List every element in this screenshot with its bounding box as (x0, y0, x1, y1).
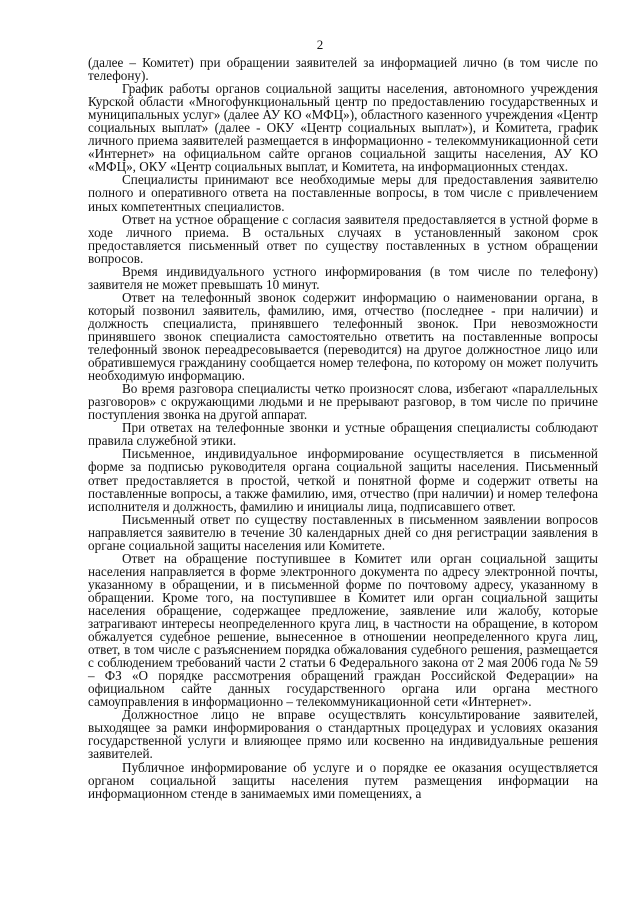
paragraph-oral-time-limit: Время индивидуального устного информирования (в том числе по телефону) заявителя не может превышать 10 минут. (88, 263, 598, 292)
paragraph-conversation-rules: Во время разговора специалисты четко произносят слова, избегают «параллельных разговоров» с окружающими людьми и не прерывают разговор, в том числе по причине поступления звонка на другой аппарат. (88, 381, 598, 423)
paragraph-service-ethics: При ответах на телефонные звонки и устные обращения специалисты соблюдают правила служебной этики. (88, 420, 598, 449)
paragraph-public-informing: Публичное информирование об услуге и о порядке ее оказания осуществляется органом социальной защиты населения путем размещения информации на информационном стенде в занимаемых ими помещениях, а (88, 759, 598, 801)
paragraph-phone-response: Ответ на телефонный звонок содержит информацию о наименовании органа, в который позвонил заявитель, фамилию, имя, отчество (последнее - при наличии) и должность специалиста, принявшего телефонный звонок. При невозможности принявшего звонок специалиста самостоятельно ответить на поставленные вопросы телефонный звонок переадресовывается (переводится) на другое должностное лицо или обратившемуся гражданину сообщается номер телефона, по которому он может получить необходимую информацию. (88, 289, 598, 384)
paragraph-oral-response: Ответ на устное обращение с согласия заявителя предоставляется в устной форме в ходе личного приема. В остальных случаях в установленный законом срок предоставляется письменный ответ по существу поставленных в устном обращении вопросов. (88, 211, 598, 266)
paragraph-continuation: (далее – Комитет) при обращении заявителей за информацией лично (в том числе по телефону). (88, 55, 598, 84)
paragraph-official-restrictions: Должностное лицо не вправе осуществлять консультирование заявителей, выходящее за рамки информирования о стандартных процедурах и условиях оказания государственной услуги и влияющее прямо или косвенно на индивидуальные решения заявителей. (88, 707, 598, 762)
paragraph-work-schedule: График работы органов социальной защиты населения, автономного учреждения Курской области «Многофункциональный центр по предоставлению государственных и муниципальных услуг» (далее АУ КО «МФЦ»), областного казенного учреждения «Центр социальных выплат» (далее - ОКУ «Центр социальных выплат»), и Комитета, график личного приема заявителей размещается в информационно - телекоммуникационной сети «Интернет» на официальном сайте органов социальной защиты населения, АУ КО «МФЦ», ОКУ «Центр социальных выплат, и Комитета, на информационных стендах. (88, 81, 598, 175)
page-number: 2 (316, 37, 324, 52)
paragraph-specialists-measures: Специалисты принимают все необходимые меры для предоставления заявителю полного и оперативного ответа на поставленные вопросы, в том числе с привлечением иных компетентных специалистов. (88, 172, 598, 214)
document-body (88, 56, 598, 800)
paragraph-written-response-term: Письменный ответ по существу поставленных в письменном заявлении вопросов направляется заявителю в течение 30 календарных дней со дня регистрации заявления в органе социальной защиты населения или Комитете. (88, 511, 598, 553)
paragraph-electronic-response: Ответ на обращение поступившее в Комитет или орган социальной защиты населения направляется в форме электронного документа по адресу электронной почты, указанному в обращении, и в письменной форме по почтовому адресу, указанному в обращении. Кроме того, на поступившее в Комитет или орган социальной защиты населения обращение, содержащее предложение, заявление или жалобу, которые затрагивают интересы неопределенного круга лиц, в частности на обращение, в котором обжалуется судебное решение, вынесенное в отношении неопределенного круга лиц, ответ, в том числе с разъяснением порядка обжалования судебного решения, размещается с соблюдением требований части 2 статьи 6 Федерального закона от 2 мая 2006 года № 59 – ФЗ «О порядке рассмотрения обращений граждан Российской Федерации» на официальном сайте данных государственного органа или органа местного самоуправления в информационно – телекоммуникационной сети «Интернет». (88, 550, 598, 710)
paragraph-written-informing: Письменное, индивидуальное информирование осуществляется в письменной форме за подписью руководителя органа социальной защиты населения. Письменный ответ предоставляется в простой, четкой и понятной форме и содержит ответы на поставленные вопросы, а также фамилию, имя, отчество (при наличии) и номер телефона исполнителя и должность, фамилию и инициалы лица, подписавшего ответ. (88, 446, 598, 514)
